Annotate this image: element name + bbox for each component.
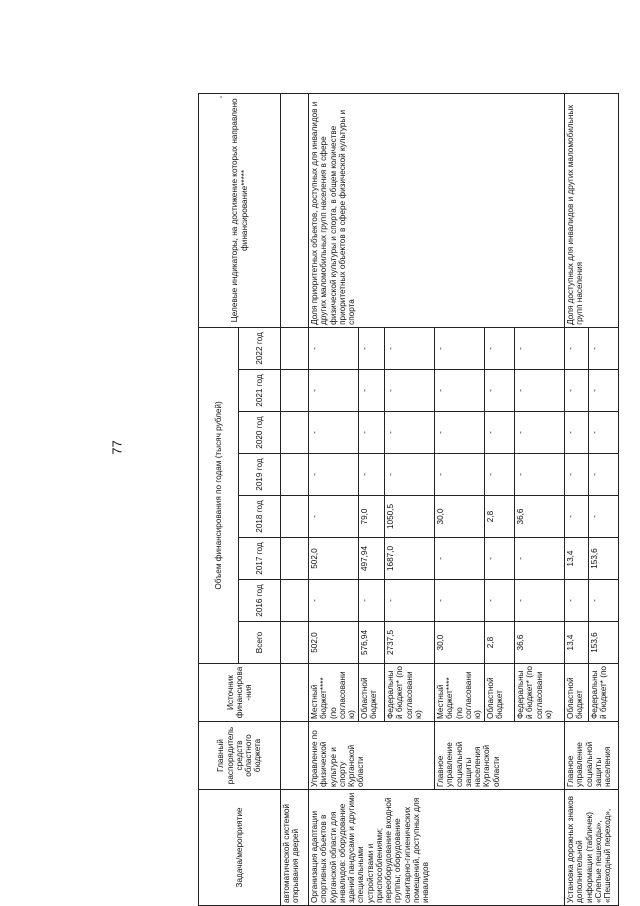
page-number: 77 — [109, 440, 125, 455]
header-funding: Объем финансирования по годам (тысяч рублей) — [199, 327, 239, 663]
value-cell: - — [565, 580, 589, 622]
value-cell: - — [515, 412, 565, 454]
value-cell: - — [589, 327, 619, 369]
value-cell: - — [359, 454, 385, 496]
source-cell: Областной бюджет — [359, 664, 385, 722]
value-cell: - — [565, 496, 589, 538]
value-cell: 36,6 — [515, 622, 565, 664]
value-cell: - — [385, 327, 435, 369]
value-cell: 153,6 — [589, 538, 619, 580]
value-cell: - — [485, 412, 515, 454]
task-cell: Установка дорожных знаков дополнительной информации (табличек) «Слепые пешеходы», «Пешеходный переход», — [565, 790, 619, 906]
funding-table — [198, 93, 619, 906]
value-cell: - — [589, 412, 619, 454]
value-cell: - — [589, 454, 619, 496]
value-cell: 1687,0 — [385, 538, 435, 580]
table-row — [281, 93, 309, 905]
source-cell: Областной бюджет — [485, 664, 515, 722]
value-cell: - — [515, 327, 565, 369]
value-cell: - — [435, 538, 485, 580]
value-cell: - — [515, 580, 565, 622]
header-source: Источник финансирова-ния — [199, 664, 281, 722]
value-cell: - — [385, 412, 435, 454]
value-cell: - — [515, 370, 565, 412]
distributor-cell: Управление по физической культуре и спорту Курганской области — [309, 722, 435, 790]
task-cell: автоматической системой открывания дверей — [281, 790, 309, 906]
value-cell: 502,0 — [309, 538, 359, 580]
value-cell: - — [309, 496, 359, 538]
value-cell: 2,8 — [485, 496, 515, 538]
value-cell: - — [435, 454, 485, 496]
value-cell: - — [385, 454, 435, 496]
value-cell: 576,94 — [359, 622, 385, 664]
value-cell: - — [485, 454, 515, 496]
value-cell: - — [435, 370, 485, 412]
value-cell: - — [385, 370, 435, 412]
distributor-cell: Главное управление социальной защиты населения Курганской области — [435, 722, 565, 790]
value-cell: 2737,5 — [385, 622, 435, 664]
value-cell: - — [589, 496, 619, 538]
value-cell: 30,0 — [435, 622, 485, 664]
header-year-2019: 2019 год — [239, 454, 281, 496]
value-cell: - — [309, 370, 359, 412]
rotated-table-frame — [198, 94, 613, 906]
header-indicators: Целевые индикаторы, на достижение которых направлено финансирование***** — [199, 93, 281, 327]
header-year-2021: 2021 год — [239, 370, 281, 412]
value-cell: 30,0 — [435, 496, 485, 538]
value-cell: - — [589, 580, 619, 622]
value-cell: - — [359, 370, 385, 412]
value-cell: - — [485, 327, 515, 369]
source-cell: Местный бюджет**** (по согласованию) — [435, 664, 485, 722]
source-cell: Федеральный бюджет* (по согласованию) — [515, 664, 565, 722]
source-cell: Местный бюджет**** (по согласованию) — [309, 664, 359, 722]
value-cell: - — [515, 454, 565, 496]
value-cell: 36,6 — [515, 496, 565, 538]
value-cell: - — [565, 412, 589, 454]
value-cell: - — [359, 327, 385, 369]
value-cell: - — [435, 327, 485, 369]
header-year-2017: 2017 год — [239, 538, 281, 580]
value-cell: - — [309, 327, 359, 369]
task-cell: Организация адаптации спортивных объектов в Курганской области для инвалидов: оборудование зданий пандусами и другими специальными устройствами и приспособлениями; переоборудование входной группы; оборудование санитарно-гигиенических помещений, доступных для инвалидов — [309, 790, 565, 906]
table-row — [309, 93, 359, 905]
value-cell: 502,0 — [309, 622, 359, 664]
value-cell: 13,4 — [565, 538, 589, 580]
header-year-2020: 2020 год — [239, 412, 281, 454]
source-cell: Федеральный бюджет* (по согласованию) — [385, 664, 435, 722]
source-cell: Областной бюджет — [565, 664, 589, 722]
value-cell: - — [309, 412, 359, 454]
value-cell: - — [515, 538, 565, 580]
value-cell: - — [385, 580, 435, 622]
value-cell: - — [589, 370, 619, 412]
value-cell: - — [435, 580, 485, 622]
value-cell: - — [309, 580, 359, 622]
value-cell: - — [309, 454, 359, 496]
header-distributor: Главный распорядитель средств областного бюджета — [199, 722, 281, 790]
rotated-table-sheet — [198, 94, 613, 906]
value-cell: 1050,5 — [385, 496, 435, 538]
distributor-cell: Главное управление социальной защиты населения — [565, 722, 619, 790]
value-cell: 153,6 — [589, 622, 619, 664]
value-cell: - — [565, 454, 589, 496]
header-task: Задача/мероприятие — [199, 790, 281, 906]
value-cell: 79,0 — [359, 496, 385, 538]
value-cell: - — [565, 370, 589, 412]
value-cell: - — [359, 412, 385, 454]
value-cell: - — [435, 412, 485, 454]
value-cell: - — [485, 580, 515, 622]
value-cell: - — [485, 538, 515, 580]
table-row — [565, 93, 589, 905]
value-cell: 2,8 — [485, 622, 515, 664]
value-cell: - — [485, 370, 515, 412]
header-year-2018: 2018 год — [239, 496, 281, 538]
value-cell: 13,4 — [565, 622, 589, 664]
header-year-2016: 2016 год — [239, 580, 281, 622]
indicator-cell: Доля приоритетных объектов, доступных для инвалидов и других маломобильных групп населения в сфере физической культуры и спорта, в общем количестве приоритетных объектов в сфере физической культуры и спорта — [309, 93, 565, 327]
value-cell: - — [565, 327, 589, 369]
value-cell: - — [359, 580, 385, 622]
source-cell: Федеральный бюджет* (по — [589, 664, 619, 722]
header-year-2022: 2022 год — [239, 327, 281, 369]
value-cell: 497,94 — [359, 538, 385, 580]
indicator-cell: Доля доступных для инвалидов и других маломобильных групп населения — [565, 93, 619, 327]
header-total: Всего — [239, 622, 281, 664]
